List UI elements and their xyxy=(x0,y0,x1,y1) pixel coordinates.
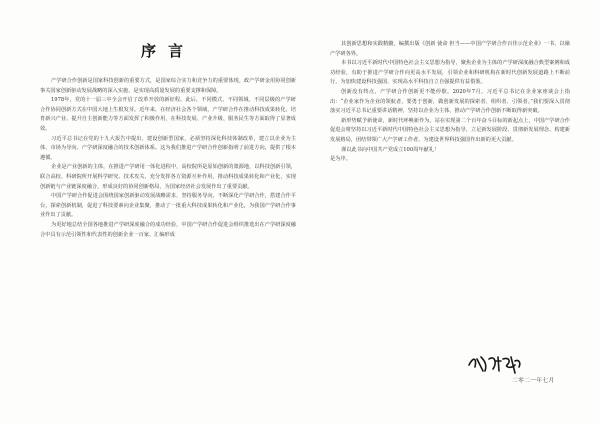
paragraph: 企业是产业创新的主体，在推进产学研用一体化进程中，高校院所是原始创新的策源地，以科技创新引领，联合高校、科研院所开展科学研究、技术攻关、充分发挥各方资源互补作用，推动科技成果转化和产业化，实现创新链与产业链深度融合，形成良好的协同创新格局，为国家经济社会发展作出了重要贡献。 xyxy=(40,164,296,190)
right-paragraphs xyxy=(330,40,570,155)
closing-line: 是为序。 xyxy=(330,156,351,163)
paragraph: 中国产学研合作促进会围绕国家创新驱动发展战略需求，坚持服务导向，不断深化产学研合作，搭建合作平台，探索创新机制，促进了科技要素向企业集聚，推动了一批重大科技成果转化和产业化，为我国产学研合作事业作出了贡献。 xyxy=(40,193,296,219)
paragraph: 本书以习近平新时代中国特色社会主义思想为指导，聚焦企业为主体的产学研深度融合典型案例和成功经验，有助于推进产学研合作向更高水平发展，引领企业和科研机构在新时代创新发展道路上不断前行，为加快建设科技强国、实现高水平科技自立自强提供有益借鉴。 xyxy=(330,60,570,86)
date-line: 二零二一年七月 xyxy=(512,378,555,384)
paragraph: 产学研合作创新是国家科技创新的重要方式，是国家综合实力和竞争力的重要体现。政产学研金用协同创新事关国家创新驱动发展战略的深入实施，是实现高质量发展的重要支撑和保障。 xyxy=(40,78,296,94)
page-title: 序言 xyxy=(140,42,195,60)
paragraph: 谨以此书向中国共产党成立100周年献礼！ xyxy=(341,146,440,153)
paragraph: 1978年，党的十一届三中全会开启了改革开放的新征程。此后，不同模式、不同领域、不同层级的产学研合作协同创新方式在中国大地上生根发芽。近年来，在经济社会各个领域，产学研合作在推动科技成果转化、培育新兴产业、提升自主创新能力等方面发挥了积极作用，在科技发展、产业升级、服务民生等方面取得了显著成效。 xyxy=(40,97,296,132)
paragraph: 创新没有终点，产学研合作创新更不能停歇。2020年7月，习近平总书记在企业家座谈会上指出：“企业家作为企业的领航者，要勇于创新，做创新发展的探索者、组织者、引领者。”我们要深入贯彻落实习近平总书记重要讲话精神，坚持以企业为主体，推动产学研合作创新不断取得新突破。 xyxy=(330,88,570,115)
left-column xyxy=(40,0,296,240)
paragraph: 为更好地总结全国各地推进产学研深度融合的成功经验，中国产学研合作促进会组织推选出在产学研深度融合中具有示范引领性和代表性的创新企业一百家、汇编形成 xyxy=(40,221,296,238)
handwritten-signature xyxy=(465,351,525,375)
right-column xyxy=(330,0,570,165)
paragraph: 习近平总书记在党的十九大报告中提出，建设创新型国家，必须坚持深化科技体制改革，建立以企业为主体、市场为导向、产学研深度融合的技术创新体系。这为我们推进产学研合作创新指明了前进方向，提供了根本遵循。 xyxy=(40,135,296,161)
left-paragraphs xyxy=(40,77,296,240)
paragraph: 其创新思想和实践精髓，编撰出版《创新 使命 担当——中国产学研合作百佳示范企业》一书，以飨产学研各界。 xyxy=(330,41,570,57)
paragraph: 新形势赋予新使命，新时代呼唤新作为。站在实现第二个百年奋斗目标的新起点上，中国产学研合作促进会将坚持以习近平新时代中国特色社会主义思想为指导，立足新发展阶段、贯彻新发展理念、构建新发展格局，团结带领广大产学研工作者，为建设世界科技强国作出新的更大贡献。 xyxy=(330,117,570,143)
